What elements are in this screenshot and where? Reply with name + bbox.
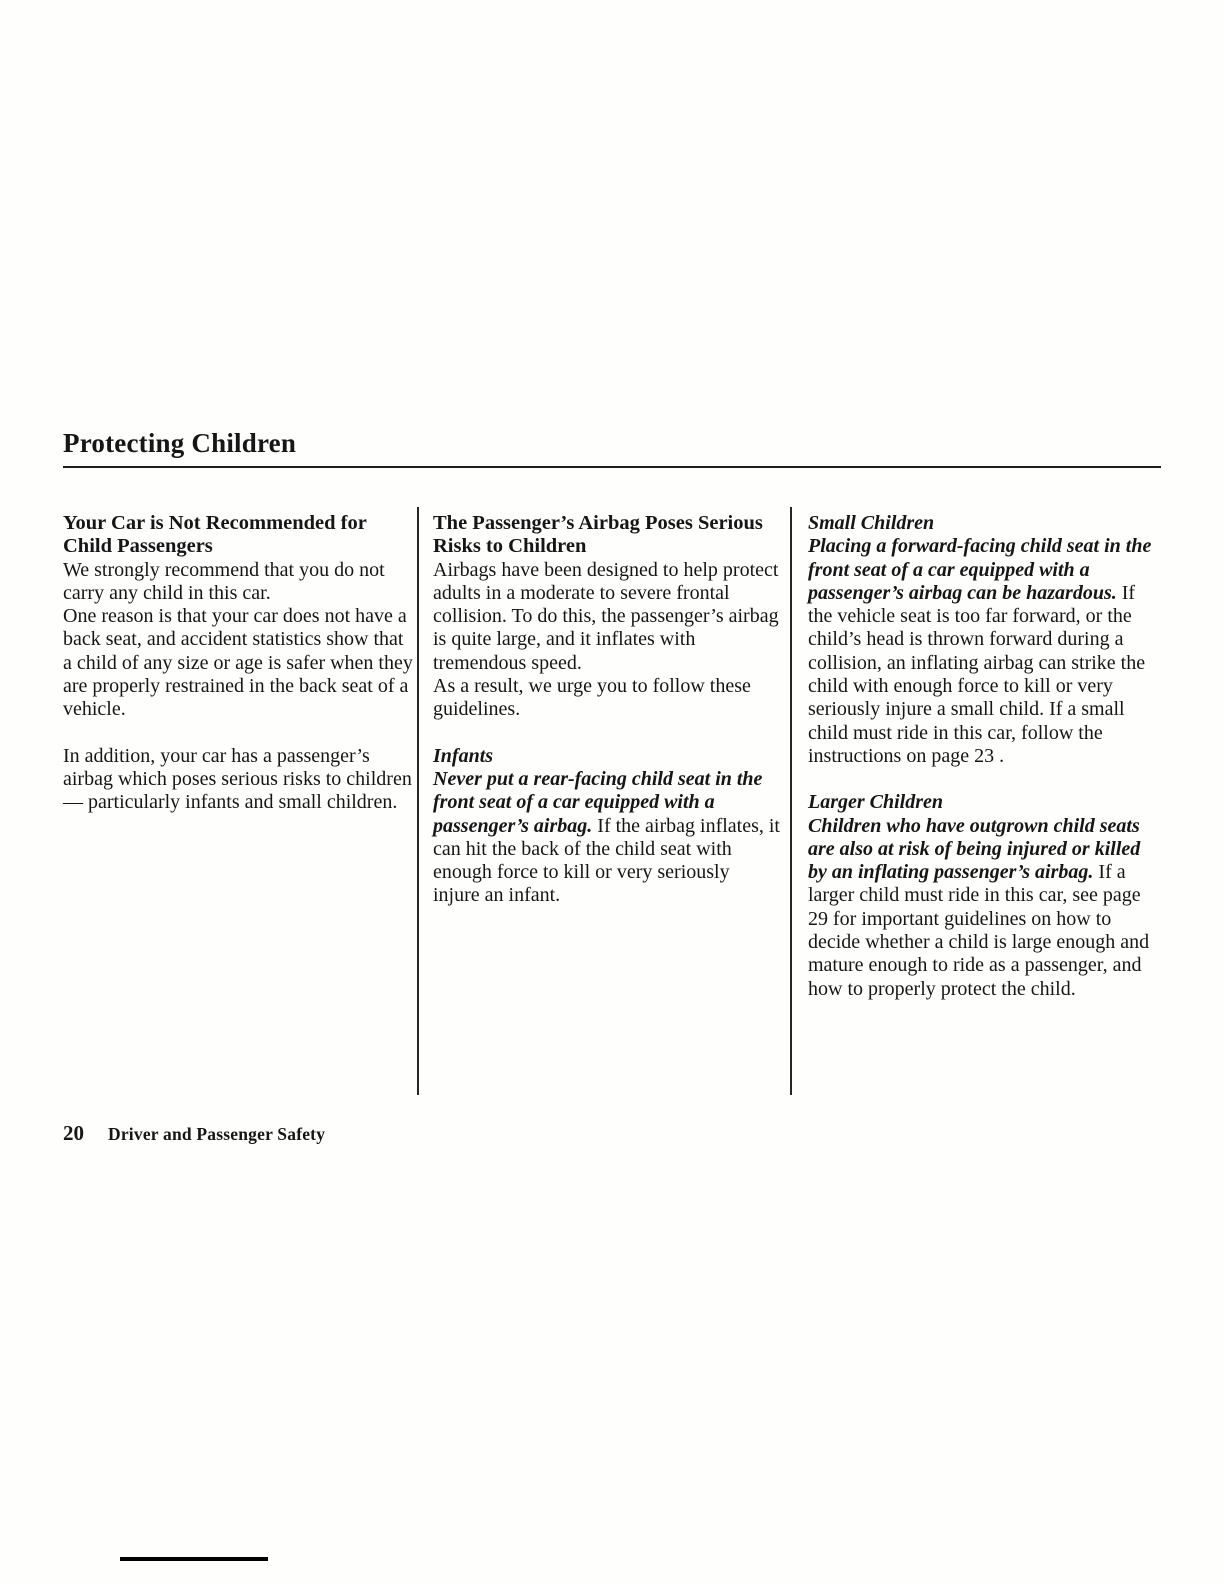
column1-paragraph-2: One reason is that your car does not have a back seat, and accident statistics show that a child of any size or age is safer when they are properly restrained in the back seat of a vehicle.: [63, 605, 413, 721]
column2-paragraph-1: Airbags have been designed to help protect adults in a moderate to severe frontal collision. To do this, the passenger’s airbag is quite large, and it inflates with tremendous speed.: [433, 558, 779, 674]
larger-children-paragraph: [808, 815, 1164, 1001]
column-small-larger-children: [808, 512, 1164, 1001]
infants-body-text: If the airbag inflates, it can hit the back of the child seat with enough force to kill or very seriously injure an infant.: [433, 814, 780, 907]
page-footer: [63, 1121, 325, 1146]
column-divider-right: [790, 507, 792, 1095]
page-title: Protecting Children: [63, 428, 297, 458]
small-children-paragraph: [808, 535, 1164, 768]
registration-mark: [120, 1557, 268, 1561]
small-children-heading: Small Children: [808, 512, 935, 534]
paragraph-spacer: [808, 768, 1164, 791]
paragraph-spacer: [433, 722, 781, 745]
column1-paragraph-1: We strongly recommend that you do not carry any child in this car.: [63, 558, 385, 604]
larger-children-body-text: If a larger child must ride in this car, see page 29 for important guidelines on how to decide whether a child is large enough and mature enough to ride as a passenger, and how to properly protect the child.: [808, 861, 1150, 1000]
paragraph-spacer: [63, 722, 415, 745]
infants-paragraph: [433, 768, 781, 908]
footer-page-number: 20: [63, 1121, 84, 1145]
column-airbag-risks: [433, 512, 781, 908]
title-rule: [63, 466, 1161, 468]
larger-children-heading: Larger Children: [808, 791, 944, 814]
column-divider-left: [417, 507, 419, 1095]
column1-paragraph-3: In addition, your car has a passenger’s airbag which poses serious risks to children — particularly infants and small children.: [63, 744, 412, 814]
footer-section-title: Driver and Passenger Safety: [108, 1124, 326, 1144]
small-children-lead-text: Placing a forward-facing child seat in the front seat of a car equipped with a passenger’s airbag can be hazardous.: [808, 535, 1152, 604]
column1-heading: Your Car is Not Recommended for Child Passengers: [63, 512, 367, 558]
column2-paragraph-2: As a result, we urge you to follow these guidelines.: [433, 675, 751, 721]
larger-children-lead-text: Children who have outgrown child seats are also at risk of being injured or killed by an inflating passenger’s airbag.: [808, 814, 1141, 884]
small-children-body-text: If the vehicle seat is too far forward, or the child’s head is thrown forward during a collision, an inflating airbag can strike the child with enough force to kill or very seriously injure a small child. If a small child must ride in this car, follow the instructions on page 23 .: [808, 581, 1146, 767]
infants-lead-text: Never put a rear-facing child seat in the front seat of a car equipped with a passenger’s airbag.: [433, 767, 763, 837]
infants-heading: Infants: [433, 744, 494, 767]
column2-heading: The Passenger’s Airbag Poses Serious Risks to Children: [433, 512, 763, 558]
column-not-recommended: [63, 512, 415, 815]
